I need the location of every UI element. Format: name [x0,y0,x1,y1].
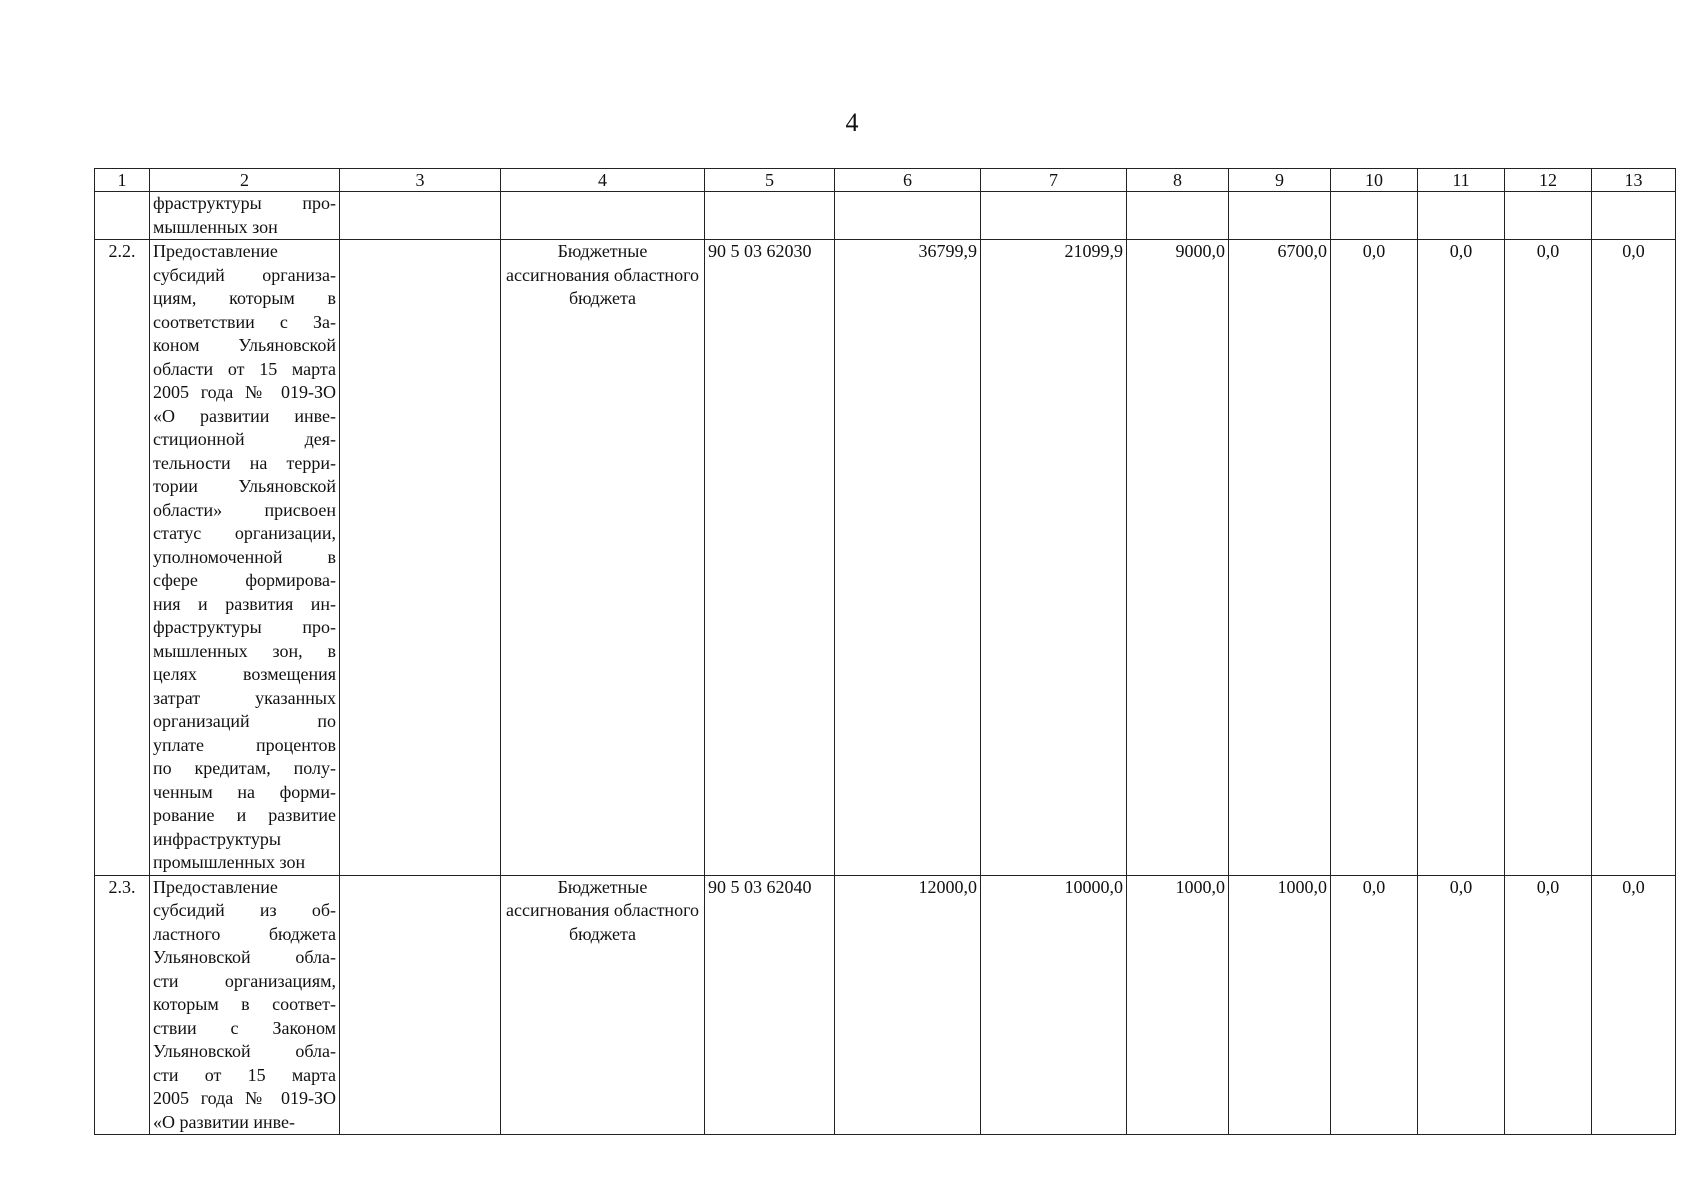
description-line: целях возмещения [153,664,336,684]
amount-col13: 0,0 [1592,240,1676,876]
amount-col10: 0,0 [1331,875,1418,1135]
row-number: 2.2. [95,240,150,876]
budget-code [705,192,835,240]
description-line: уполномоченной в [153,546,336,567]
cell-col3 [340,240,501,876]
description-line: области от 15 марта [153,358,336,379]
row-number: 2.3. [95,875,150,1135]
description-line: затрат указанных [153,687,336,708]
amount-col7: 21099,9 [981,240,1127,876]
description-line: субсидий организа- [153,264,336,285]
funding-source: Бюджетные ассигнования областного бюджета [501,875,705,1135]
column-number: 10 [1331,169,1418,192]
description-line: Предоставление [153,876,278,897]
column-number: 9 [1229,169,1331,192]
amount-col10: 0,0 [1331,240,1418,876]
description-line: Ульяновской обла- [153,947,336,967]
description-line: стиционной дея- [153,429,336,449]
column-number-row [95,169,1676,192]
description-line: ластного бюджета [153,923,336,944]
description-line: ствии с Законом [153,1017,336,1038]
table-row [95,192,1676,240]
description-line: Ульяновской обла- [153,1041,336,1061]
column-number: 2 [150,169,340,192]
amount-col7 [981,192,1127,240]
amount-col12 [1505,192,1592,240]
description-line: инфраструктуры [153,828,281,849]
description-line: уплате процентов [153,734,336,755]
amount-total [835,192,981,240]
funding-source: Бюджетные ассигнования областного бюджета [501,240,705,876]
amount-col9 [1229,192,1331,240]
table-row [95,875,1676,1135]
column-number: 5 [705,169,835,192]
description-line: циям, которым в [153,288,336,308]
amount-col13: 0,0 [1592,875,1676,1135]
column-number: 7 [981,169,1127,192]
budget-code: 90 5 03 62030 [705,240,835,876]
amount-col11 [1418,192,1505,240]
amount-col12: 0,0 [1505,240,1592,876]
column-number: 13 [1592,169,1676,192]
row-description [150,192,340,240]
amount-col9: 6700,0 [1229,240,1331,876]
amount-total: 36799,9 [835,240,981,876]
row-description [150,875,340,1135]
description-line: сти от 15 марта [153,1064,336,1085]
column-number: 12 [1505,169,1592,192]
column-number: 3 [340,169,501,192]
description-line: тельности на терри- [153,452,336,473]
description-line: сфере формирова- [153,570,336,590]
description-line: сти организациям, [153,970,336,991]
column-number: 4 [501,169,705,192]
description-line: промышленных зон [153,852,306,872]
description-line: «О развитии инве- [153,405,336,426]
funding-source [501,192,705,240]
description-line: мышленных зон [153,216,278,237]
description-line: которым в соответ- [153,994,336,1014]
amount-col13 [1592,192,1676,240]
cell-col3 [340,192,501,240]
amount-col9: 1000,0 [1229,875,1331,1135]
description-line: «О развитии инве- [153,1111,296,1132]
budget-code: 90 5 03 62040 [705,875,835,1135]
description-line: мышленных зон, в [153,640,336,661]
description-line: 2005 года № 019-ЗО [153,1088,336,1108]
description-line: Предоставление [153,241,278,261]
description-line: субсидий из об- [153,900,336,920]
amount-col7: 10000,0 [981,875,1127,1135]
amount-col8 [1127,192,1229,240]
description-line: области» присвоен [153,499,336,520]
column-number: 1 [95,169,150,192]
description-line: ния и развития ин- [153,593,336,614]
amount-col11: 0,0 [1418,875,1505,1135]
cell-col3 [340,875,501,1135]
amount-col11: 0,0 [1418,240,1505,876]
description-line: 2005 года № 019-ЗО [153,382,336,402]
column-number: 11 [1418,169,1505,192]
row-number [95,192,150,240]
description-line: статус организации, [153,523,336,543]
amount-col12: 0,0 [1505,875,1592,1135]
budget-table [94,168,1676,1135]
description-line: организаций по [153,711,336,731]
page-number: 4 [845,108,859,137]
description-line: рование и развитие [153,805,336,825]
description-line: коном Ульяновской [153,335,336,355]
amount-col10 [1331,192,1418,240]
description-line: по кредитам, полу- [153,758,336,778]
description-line: соответствии с За- [153,311,336,332]
row-description [150,240,340,876]
amount-col8: 9000,0 [1127,240,1229,876]
description-line: тории Ульяновской [153,476,336,496]
column-number: 6 [835,169,981,192]
description-line: фраструктуры про- [153,617,336,637]
amount-total: 12000,0 [835,875,981,1135]
description-line: фраструктуры про- [153,193,336,213]
column-number: 8 [1127,169,1229,192]
description-line: ченным на форми- [153,781,336,802]
amount-col8: 1000,0 [1127,875,1229,1135]
table-row [95,240,1676,876]
